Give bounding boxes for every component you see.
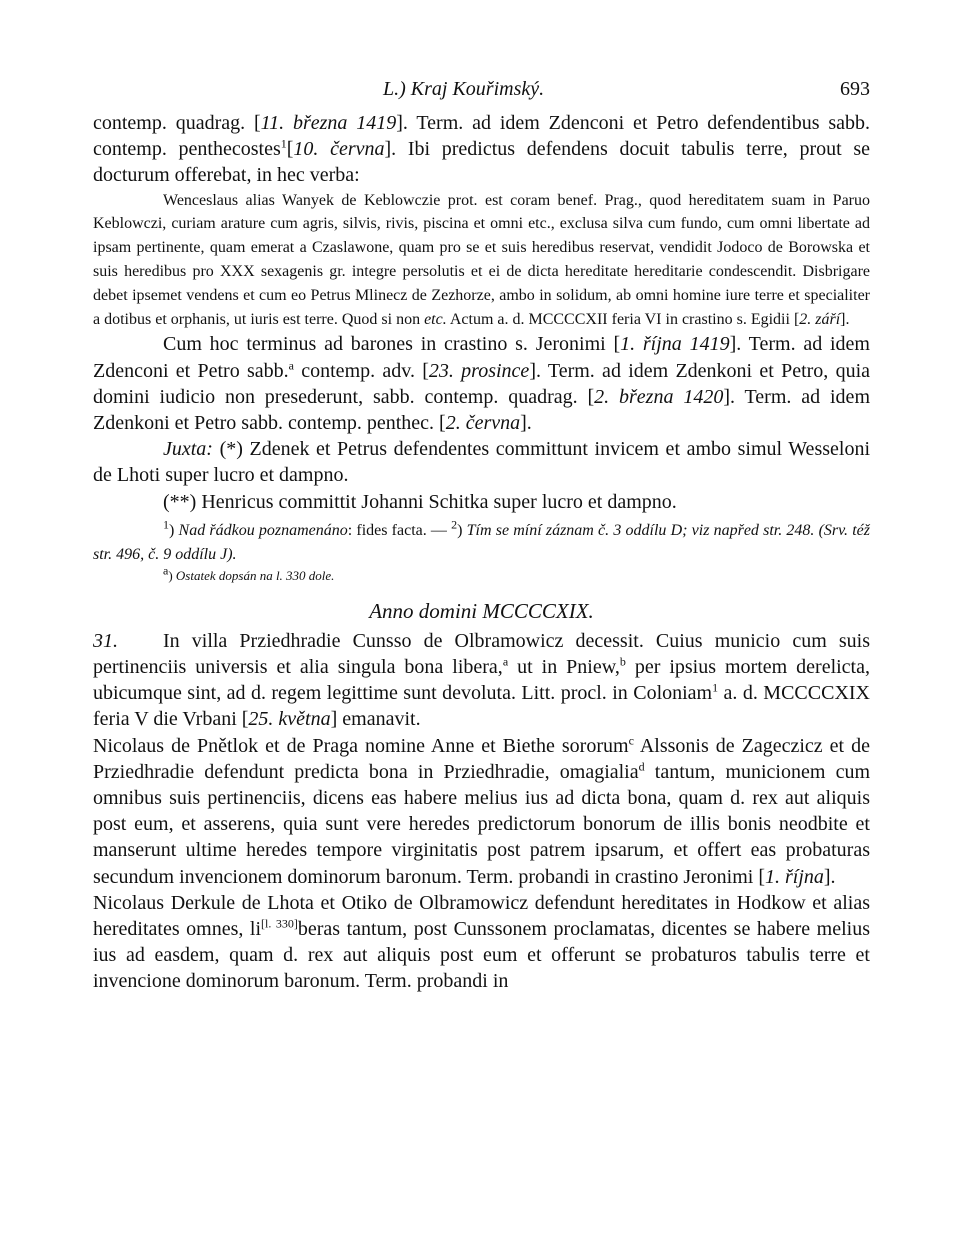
text: per ipsius mortem derelicta, ubicumque sint, ad d. regem legittime sunt devoluta. Litt. procl. in Coloniam <box>93 656 870 705</box>
paragraph-terms-1 <box>93 110 870 189</box>
text: (**) Henricus committit Johanni Schitka super lucro et dampno. <box>163 490 677 513</box>
italic-text: Nad řádkou poznamenáno <box>178 521 348 539</box>
text: contemp. adv. [ <box>293 359 429 382</box>
text: In villa Prziedhradie Cunsso de Olbramowicz decessit. Cuius municio cum suis pertinenciis universis et alia singula bona libera, <box>93 629 870 679</box>
footnote-marker: 2 <box>451 517 458 532</box>
entry-31 <box>93 628 870 733</box>
italic-text: Ostatek dopsán na l. 330 dole. <box>175 567 335 583</box>
text: ) <box>169 521 179 539</box>
paragraph-terms-2 <box>93 331 870 436</box>
text: Cum hoc terminus ad barones in crastino s. Jeronimi [ <box>163 333 621 356</box>
text: ) <box>457 521 467 539</box>
footnote-ref: a <box>502 654 509 669</box>
date-italic: 2. června <box>445 412 521 434</box>
text: ut in Pniew, <box>508 656 620 679</box>
footnote-ref: c <box>628 732 634 747</box>
paragraph-henricus <box>93 489 870 515</box>
footnote-ref: 1 <box>712 680 719 695</box>
footnote-ref: 1 <box>280 136 287 151</box>
text: ]. <box>823 865 836 888</box>
text: ]. Term. ad idem Zdenconi et Petro sabb. <box>93 333 870 382</box>
paragraph-nicolaus-pnetlok <box>93 733 870 890</box>
date-italic: 10. června <box>293 138 385 161</box>
italic-text: Juxta: <box>163 438 213 461</box>
text: Actum a. d. MCCCCXII feria VI in crastino s. Egidii [ <box>446 310 800 328</box>
text: Wenceslaus alias Wanyek de Keblowczie prot. est coram benef. Prag., quod hereditatem suam in Paruo Keblowczi, curiam arature cum agris, silvis, rivis, piscina et omni etc., exclusa silva cum fundo, cum omni libertate ad ipsam pertinente, quam emerat a Czaslawone, quam pro se et suis heredibus reservat, vendidit Jodoco de Borowska et suis heredibus pro XXX sexagenis gr. integre persolutis et ei de dicta hereditate hereditarie condescendit. Disbrigare debet ipsemet vendens et cum eo Petrus Mlinecz de Zezhorze, ambo in solidum, ab omni homine iure terre et specialiter a dotibus et orphanis, ut iuris est terre. Quod si non <box>93 191 870 328</box>
entry-number: 31. <box>93 629 118 652</box>
text: Nicolaus de Pnětlok et de Praga nomine Anne et Biethe sororum <box>93 734 629 757</box>
text: [ <box>286 138 294 161</box>
paragraph-nicolaus-derkule <box>93 890 870 995</box>
text: : fides facta. — <box>347 521 452 539</box>
text: ]. <box>840 310 850 328</box>
footnote-1-2 <box>93 519 870 567</box>
text: Alssonis de Zageczicz et de Prziedhradie defendunt predicta bona in Prziedhradie, omagialia <box>93 734 870 783</box>
footnotes <box>93 519 870 585</box>
text: contemp. quadrag. [ <box>93 112 261 134</box>
italic-text: etc. <box>424 310 447 328</box>
date-italic: 23. prosince <box>428 359 530 382</box>
footnote-ref: a <box>288 357 294 372</box>
date-italic: 2. března 1420 <box>594 385 724 408</box>
footnote-a <box>93 563 870 585</box>
footnote-marker: 1 <box>163 517 169 532</box>
text: ]. Ibi predictus defendens docuit tabulis terre, prout se docturum offerebat, in hec verba: <box>93 138 870 187</box>
text: ] emanavit. <box>330 708 421 731</box>
text: ]. <box>520 412 532 434</box>
footnote-ref: d <box>638 759 645 774</box>
folio-ref: [l. 330] <box>261 916 298 931</box>
footnote-ref: b <box>619 654 626 669</box>
page-number: 693 <box>840 78 870 100</box>
date-italic: 11. března 1419 <box>260 112 397 134</box>
text: ) <box>168 567 176 583</box>
date-italic: 1. října <box>764 865 824 888</box>
text: a. d. MCCCCXIX feria V die Vrbani [ <box>93 682 870 731</box>
text: beras tantum, post Cunssonem proclamatas, dicentes se habere melius ius ad easdem, quam d. rex aut aliquis post eum et offerunt se probaturos tabulis terre et invencione dominorum baronum. Term. probandi in <box>93 918 871 993</box>
text: (*) Zdenek et Petrus defendentes committunt invicem et ambo simul Wesseloni de Lhoti super lucro et dampno. <box>93 438 870 487</box>
section-heading: Anno domini MCCCCXIX. <box>369 598 594 623</box>
page <box>93 78 870 995</box>
quoted-record <box>93 189 870 332</box>
running-header <box>93 78 870 110</box>
text: ]. Term. ad idem Zdenconi et Petro defendentibus sabb. contemp. penthecostes <box>93 112 870 161</box>
text: tantum, municionem cum omnibus suis pertinenciis, dicens eas habere melius ius ad dicta bona, quam d. rex aut aliquis post eum, et asserens, quia sunt vere heredes predictorum bonorum de illis bonis neodbite et manserunt ultime heredes tempore virginitatis post patrem ipsarum, et offert eas probaturas secundum invencionem dominorum baronum. Term. probandi in crastino Jeronimi [ <box>93 760 870 888</box>
text: ]. Term. ad idem Zdenkoni et Petro sabb. contemp. penthec. [ <box>93 385 870 434</box>
date-italic: 2. září <box>799 310 841 328</box>
paragraph-juxta <box>93 436 870 488</box>
text: Nicolaus Derkule de Lhota et Otiko de Olbramowicz defendunt hereditates in Hodkow et alias hereditates omnes, li <box>93 891 870 941</box>
date-italic: 1. října 1419 <box>620 333 730 356</box>
running-title: L.) Kraj Kouřimský. <box>383 78 545 100</box>
text: ]. Term. ad idem Zdenkoni et Petro, quia domini iudicio non presederunt, sabb. contemp. quadrag. [ <box>93 359 871 408</box>
date-italic: 25. května <box>248 708 331 731</box>
italic-text: Tím se míní záznam č. 3 oddílu D; viz napřed str. 248. (Srv. též str. 496, č. 9 oddílu J). <box>93 521 871 563</box>
footnote-marker: a <box>163 563 169 578</box>
